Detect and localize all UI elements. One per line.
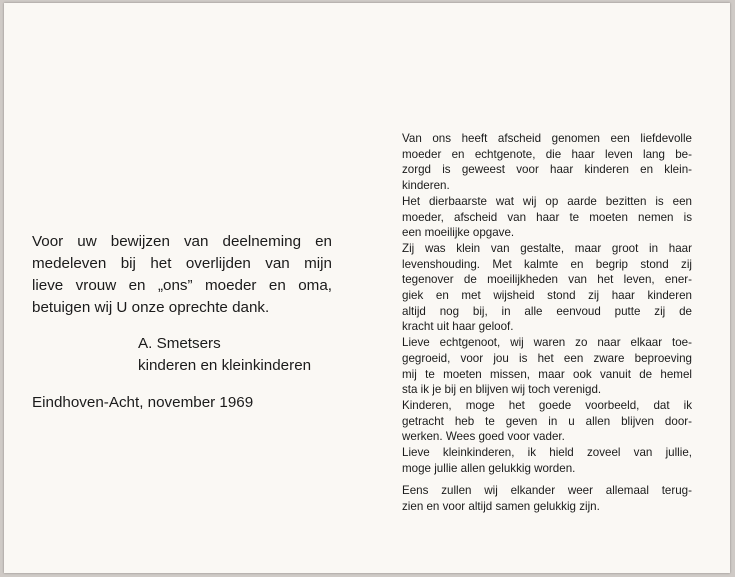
poem-line: Het dierbaarste wat wij op aarde bezitten is een — [402, 194, 692, 208]
poem-line: moeder, afscheid van haar te moeten nemen is — [402, 210, 692, 224]
poem-line: zien en voor altijd samen gelukkig zijn. — [402, 500, 600, 514]
thanks-line: medeleven bij het overlijden van mijn — [32, 255, 332, 272]
poem-paragraph — [402, 335, 692, 398]
poem-line: moeder en echtgenote, die haar leven lang be- — [402, 147, 692, 161]
poem-line: sta ik je bij en blijven wij toch verenigd. — [402, 383, 602, 397]
poem-line: Lieve kleinkinderen, ik hield zoveel van jullie, — [402, 446, 692, 460]
signature-family: kinderen en kleinkinderen — [138, 357, 312, 374]
poem-line: gegroeid, voor jou is het een zware beproeving — [402, 351, 692, 365]
thanks-line: Voor uw bewijzen van deelneming en — [32, 233, 332, 250]
thanks-message — [32, 231, 332, 319]
poem-line: Van ons heeft afscheid genomen een liefdevolle — [402, 132, 692, 145]
poem-line: moge jullie allen gelukkig worden. — [402, 461, 576, 475]
poem-line: kinderen. — [402, 179, 450, 193]
poem-line: Lieve echtgenoot, wij waren zo naar elkaar toe- — [402, 336, 692, 350]
signature-block — [138, 333, 332, 377]
poem-line: altijd nog bij, in alle eenvoud putte zij de — [402, 304, 692, 318]
poem-paragraph — [402, 483, 692, 514]
poem-paragraph — [402, 131, 692, 194]
poem-line: een moeilijke opgave. — [402, 226, 515, 240]
poem-paragraph — [402, 194, 692, 241]
poem-line: Kinderen, moge het goede voorbeeld, dat ik — [402, 398, 692, 412]
poem-paragraph — [402, 241, 692, 335]
place-date: Eindhoven-Acht, november 1969 — [32, 394, 254, 411]
poem-line: Eens zullen wij elkander weer allemaal terug- — [402, 484, 692, 498]
signature-name: A. Smetsers — [138, 335, 221, 352]
memorial-text — [402, 131, 692, 515]
poem-line: kracht uit haar geloof. — [402, 320, 514, 334]
poem-line: mij te moeten missen, maar ook vanuit de hemel — [402, 367, 692, 381]
thanks-line: betuigen wij U onze oprechte dank. — [32, 299, 270, 316]
poem-line: levenshouding. Met kalmte en begrip stond zij — [402, 257, 692, 271]
poem-line: giek en met wijsheid stond zij haar kinderen — [402, 289, 692, 303]
thanks-section — [32, 231, 332, 414]
memorial-card — [4, 3, 730, 573]
poem-line: zorgd is geweest voor haar kinderen en klein- — [402, 163, 692, 177]
poem-paragraph — [402, 445, 692, 476]
poem-line: werken. Wees goed voor vader. — [402, 430, 565, 444]
thanks-line: lieve vrouw en „ons” moeder en oma, — [32, 277, 332, 294]
poem-line: Zij was klein van gestalte, maar groot in haar — [402, 241, 692, 255]
poem-line: tegenover de moeilijkheden van het leven, ener- — [402, 273, 692, 287]
poem-paragraph — [402, 398, 692, 445]
poem-line: getracht heb te geven in u allen blijven door- — [402, 414, 692, 428]
